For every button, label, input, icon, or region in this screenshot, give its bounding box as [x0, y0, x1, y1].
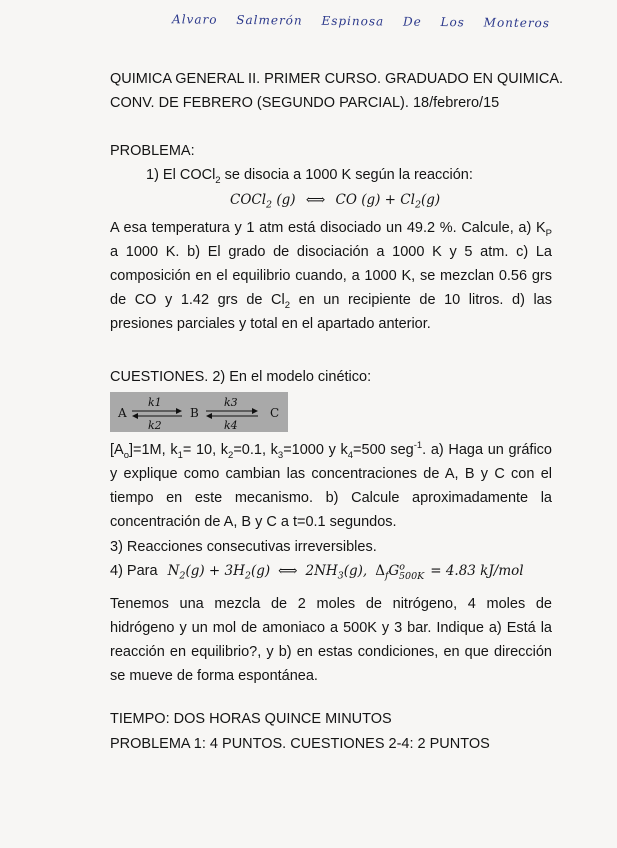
reaction-right-state: (g)	[420, 192, 441, 208]
arrowhead-back-1	[132, 413, 138, 419]
gibbs-temp-sub: 500K	[399, 570, 425, 582]
handwritten-name-text: Alvaro Salmerón Espinosa De Los Monteros	[172, 12, 551, 31]
intro-sub: 2	[215, 174, 221, 186]
species-b: B	[190, 406, 199, 420]
problema-body-1: A esa temperatura y 1 atm está disociado un 49.2 %. Calcule, a) K	[110, 220, 546, 236]
q2-part-c: = 10, k	[182, 442, 229, 458]
problema-intro	[146, 165, 473, 185]
arrowhead-back-2	[206, 413, 212, 419]
q4-eq-mid: (g) + 3H	[185, 563, 245, 579]
a0-sub: o	[123, 449, 129, 461]
q2-part-g: . a) Haga un gráfico y explique como cambian las concentraciones de A, B y C con el tiempo en este mecanismo. b) Calcule aproximadamente la concentración de A, B y C a t=0.1 segundos.	[110, 442, 552, 530]
footer-points: PROBLEMA 1: 4 PUNTOS. CUESTIONES 2-4: 2 PUNTOS	[110, 736, 490, 752]
q2-part-e: =1000 y k	[283, 442, 348, 458]
reaction-cocl2: COCl	[230, 192, 267, 208]
question-3: 3) Reacciones consecutivas irreversibles.	[110, 539, 377, 555]
q4-equation	[167, 561, 524, 582]
label-k2: k2	[148, 419, 162, 432]
problema-heading: PROBLEMA:	[110, 143, 195, 159]
gibbs-symbol: G	[388, 563, 400, 579]
reaction-left-state: (g)	[276, 192, 296, 208]
species-a: A	[118, 406, 127, 420]
species-c: C	[270, 406, 280, 420]
reaction-cl2-sub: 2	[414, 199, 421, 211]
equilibrium-arrow: ⟺	[305, 192, 326, 208]
q4-prefix: 4) Para	[110, 563, 158, 579]
seg-exponent: -1	[413, 440, 423, 452]
gibbs-value: = 4.83 kJ/mol	[430, 563, 524, 579]
kp-sub: P	[545, 227, 552, 239]
label-k3: k3	[224, 396, 238, 409]
gibbs-standard-sup: o	[399, 561, 405, 573]
n2-sub: 2	[179, 570, 186, 582]
h2-sub: 2	[244, 570, 251, 582]
k3-sub: 3	[277, 449, 284, 461]
n2-symbol: N	[167, 563, 180, 579]
nh3-symbol: 2NH	[305, 563, 338, 579]
question-4-body: Tenemos una mezcla de 2 moles de nitrógeno, 4 moles de hidrógeno y un mol de amoniaco a 500K y 3 bar. Indique a) Está la reacción en equilibrio?, y b) en estas condiciones, en que dirección se mueve de forma espontánea.	[110, 596, 552, 684]
q4-eq-end: (g),	[343, 563, 368, 579]
problema-body	[110, 216, 552, 336]
delta-symbol: Δ	[375, 563, 385, 579]
problema-body-3: en un recipiente de 10 litros. d) las presiones parciales y total en el apartado anterior.	[110, 292, 552, 332]
footer-time: TIEMPO: DOS HORAS QUINCE MINUTOS	[110, 711, 392, 727]
header-line-2: CONV. DE FEBRERO (SEGUNDO PARCIAL). 18/febrero/15	[110, 95, 500, 111]
q2-part-f: =500 seg	[353, 442, 414, 458]
reaction-right: CO (g) + Cl	[335, 192, 415, 208]
label-k4: k4	[224, 419, 238, 432]
handwritten-name	[172, 10, 551, 46]
label-k1: k1	[148, 396, 162, 409]
cl2-sub: 2	[284, 299, 291, 311]
question-4-equation	[110, 561, 524, 581]
k1-sub: 1	[177, 449, 183, 461]
q2-part-a: [A	[110, 442, 124, 458]
q2-part-b: ]=1M, k	[129, 442, 178, 458]
kinetic-scheme-svg	[110, 392, 288, 432]
header-line-1: QUIMICA GENERAL II. PRIMER CURSO. GRADUADO EN QUIMICA.	[110, 71, 564, 87]
delta-sub: f	[384, 570, 389, 582]
reaction-equation	[230, 190, 440, 210]
arrowhead-forward-2	[252, 408, 258, 414]
k4-sub: 4	[347, 449, 354, 461]
q4-eq-mid2: (g)	[250, 563, 271, 579]
kinetic-scheme-diagram	[110, 392, 288, 432]
k2-sub: 2	[228, 449, 234, 461]
intro-suffix: se disocia a 1000 K según la reacción:	[220, 167, 473, 183]
cuestiones-heading: CUESTIONES. 2) En el modelo cinético:	[110, 369, 372, 385]
nh3-sub: 3	[337, 570, 344, 582]
question-2-text	[110, 438, 552, 534]
intro-prefix: 1) El COCl	[146, 167, 216, 183]
problema-body-2: a 1000 K. b) El grado de disociación a 1000 K y 5 atm. c) La composición en el equilibrio cuando, a 1000 K, se mezclan 0.56 grs de CO y 1.42 grs de Cl	[110, 244, 552, 308]
arrowhead-forward-1	[176, 408, 182, 414]
reaction-cocl2-sub: 2	[266, 199, 273, 211]
q2-part-d: =0.1, k	[233, 442, 278, 458]
q4-equilibrium-arrow: ⟺	[278, 563, 298, 579]
